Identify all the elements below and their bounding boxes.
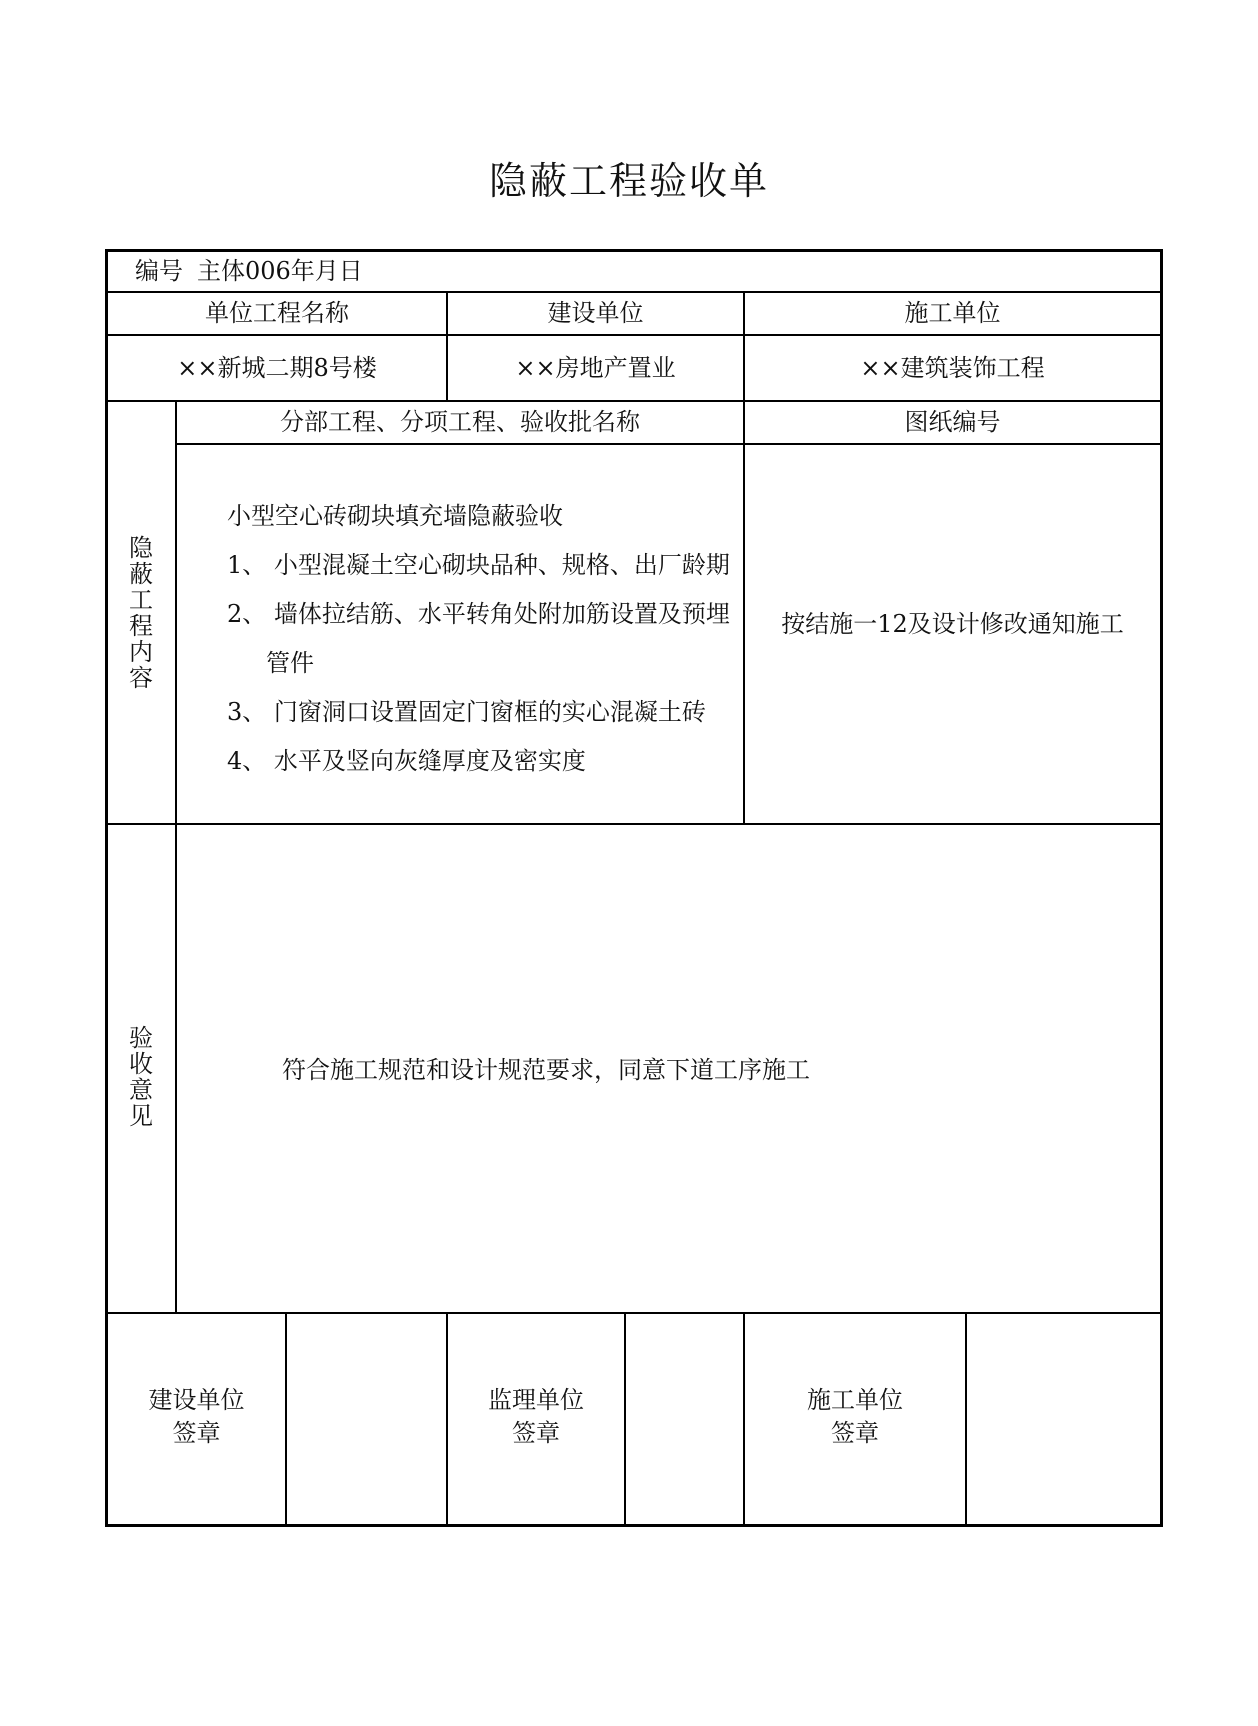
sign-seal-constructor: 签章 [831,1419,879,1447]
row-divider [105,823,1163,825]
sign-unit-constructor: 施工单位 [807,1386,903,1414]
builder-value: ××房地产置业 [515,354,676,382]
col-divider [743,1312,745,1526]
number-label: 编号 [135,257,183,285]
row-divider [176,443,1163,445]
page-title: 隐蔽工程验收单 [488,159,769,203]
table-border-right [1160,249,1163,1527]
row-divider [105,334,1163,336]
sign-seal-builder: 签章 [172,1419,221,1447]
content-side-label: 隐蔽工程内容 [129,534,153,692]
col-divider [446,1312,448,1526]
table-border-bottom [105,1524,1163,1527]
row-divider [105,400,1163,402]
opinion-side-label: 验收意见 [129,1024,153,1130]
content-item: 1、 小型混凝土空心砌块品种、规格、出厂龄期 [227,551,730,579]
builder-header: 建设单位 [547,299,644,327]
item-name-header: 分部工程、分项工程、验收批名称 [280,408,640,436]
drawing-no-header: 图纸编号 [904,408,1001,436]
row-divider [105,291,1163,293]
drawing-text: 按结施一12及设计修改通知施工 [781,610,1124,638]
row-divider [105,1312,1163,1314]
table-border-top [105,249,1163,252]
opinion-text: 符合施工规范和设计规范要求，同意下道工序施工 [282,1056,810,1084]
constructor-value: ××建筑装饰工程 [860,354,1045,382]
content-heading: 小型空心砖砌块填充墙隐蔽验收 [227,502,563,530]
constructor-header: 施工单位 [904,299,1001,327]
col-divider [175,400,177,1314]
content-item: 4、 水平及竖向灰缝厚度及密实度 [227,747,586,775]
content-item: 管件 [266,649,314,677]
sign-unit-builder: 建设单位 [148,1386,245,1414]
sign-seal-supervisor: 签章 [512,1419,560,1447]
content-item: 2、 墙体拉结筋、水平转角处附加筋设置及预埋 [227,600,730,628]
content-item: 3、 门窗洞口设置固定门窗框的实心混凝土砖 [227,698,706,726]
project-name-value: ××新城二期8号楼 [177,354,377,382]
table-border-left [105,249,108,1527]
number-value: 主体006年月日 [197,257,363,285]
col-divider [965,1312,967,1526]
sign-unit-supervisor: 监理单位 [488,1386,584,1414]
col-divider [624,1312,626,1526]
col-divider [285,1312,287,1526]
project-name-header: 单位工程名称 [205,299,349,327]
